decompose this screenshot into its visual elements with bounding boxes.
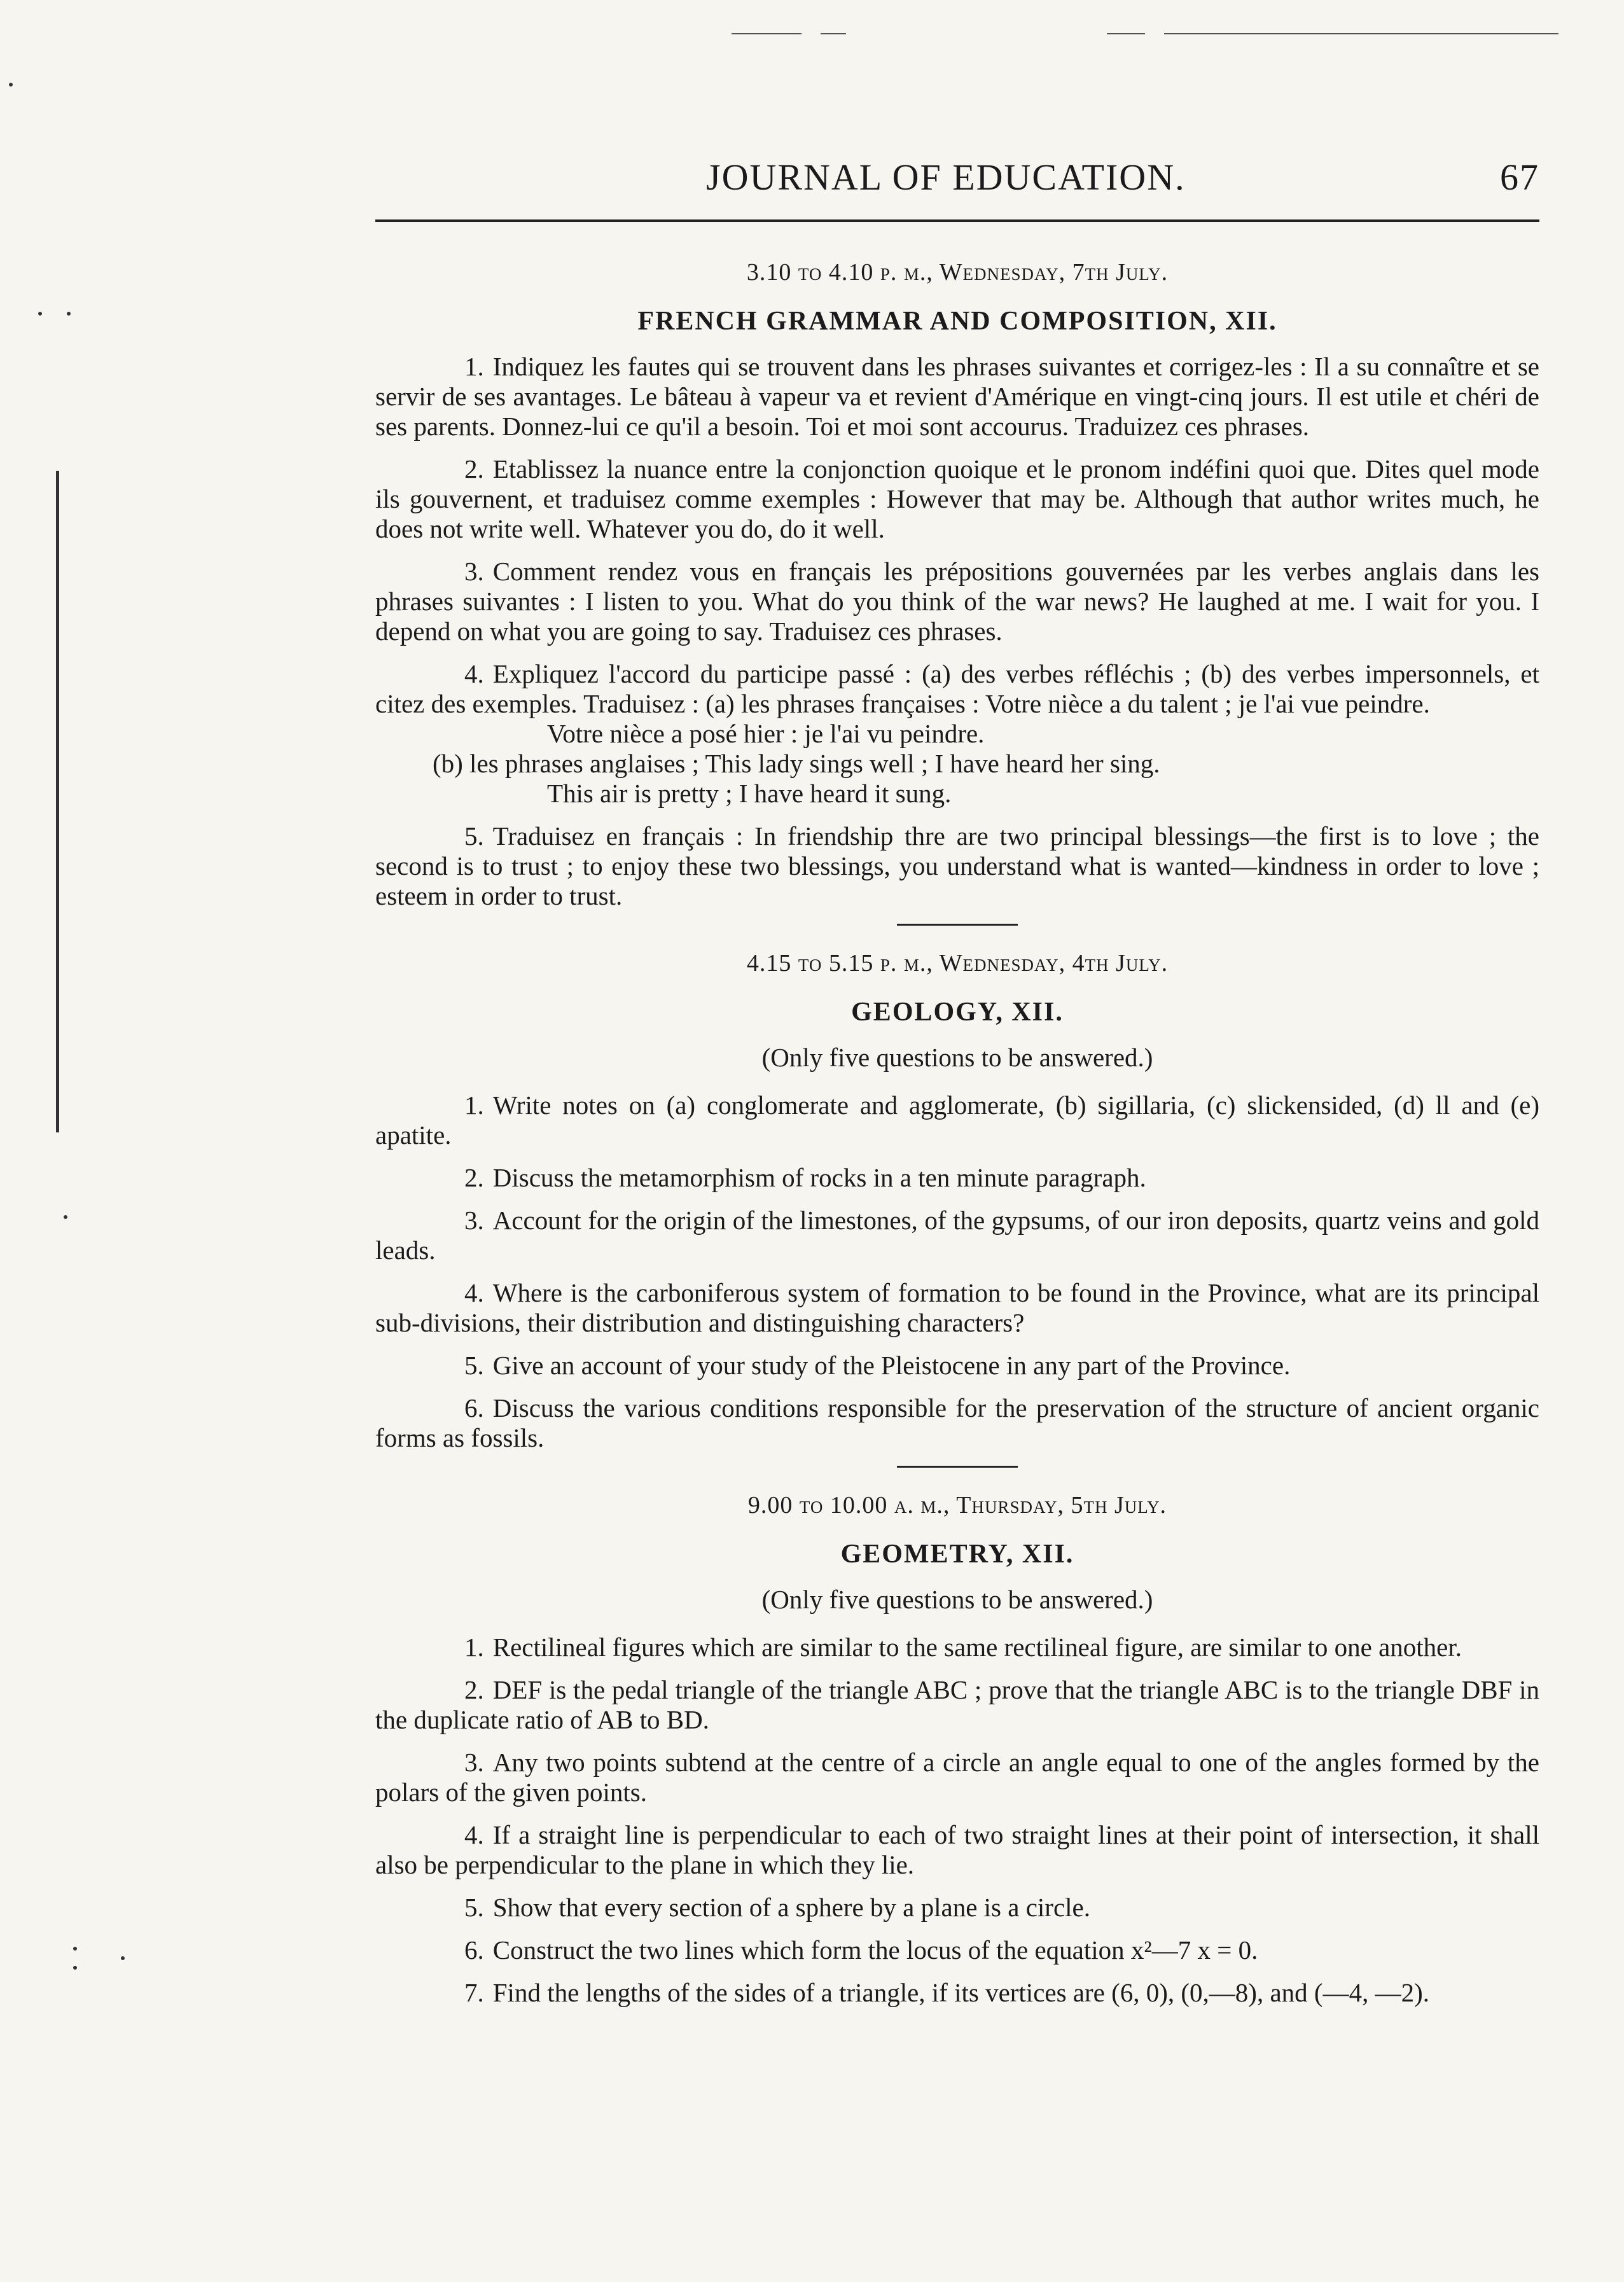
- example-line: This air is pretty ; I have heard it sung.: [547, 779, 952, 808]
- margin-speck: [73, 1947, 77, 1951]
- question-number: 3.: [464, 1748, 484, 1777]
- top-edge-mark: [1107, 33, 1145, 34]
- question: [375, 557, 1539, 646]
- example-line: Votre nièce a posé hier : je l'ai vu peindre.: [547, 719, 985, 748]
- question-text: Where is the carboniferous system of formation to be found in the Province, what are its principal sub-divisions, their distribution and distinguishing characters?: [375, 1278, 1539, 1337]
- question-number: 3.: [464, 1206, 484, 1235]
- subject-heading: GEOMETRY, XII.: [840, 1540, 1074, 1569]
- session-time: 3.10 to 4.10 p. m., Wednesday, 7th July.: [746, 259, 1169, 286]
- question: [375, 352, 1539, 442]
- journal-title: JOURNAL OF EDUCATION.: [706, 157, 1186, 198]
- question: [375, 1820, 1539, 1880]
- exam-content: [375, 258, 1539, 2021]
- question-text: DEF is the pedal triangle of the triangle ABC ; prove that the triangle ABC is to the triangle DBF in the duplicate ratio of AB to BD.: [375, 1675, 1539, 1734]
- question-text: Discuss the metamorphism of rocks in a ten minute paragraph.: [492, 1163, 1146, 1192]
- question: [375, 1278, 1539, 1338]
- section-divider: [897, 924, 1018, 926]
- subject-heading: FRENCH GRAMMAR AND COMPOSITION, XII.: [637, 307, 1277, 336]
- section-divider: [897, 1466, 1018, 1468]
- question-text: Comment rendez vous en français les prépositions gouvernées par les verbes anglais dans les phrases suivantes : I listen to you. What do you think of the war news? He laughed at me. I wait for you. I depend on what you are going to say. Traduisez ces phrases.: [375, 557, 1539, 646]
- question: [375, 1893, 1539, 1923]
- example-line: (b) les phrases anglaises ; This lady sings well ; I have heard her sing.: [433, 749, 1160, 778]
- question-text: Discuss the various conditions responsible for the preservation of the structure of ancient organic forms as fossils.: [375, 1393, 1539, 1452]
- question-number: 1.: [464, 1090, 484, 1120]
- margin-speck: [67, 312, 71, 316]
- question-text: Expliquez l'accord du participe passé : (a) des verbes réfléchis ; (b) des verbes impersonnels, et citez des exemples. Traduisez : (a) les phrases françaises : Votre nièce a du talent ; je l'ai vue peindre.: [375, 659, 1539, 718]
- question-number: 3.: [464, 557, 484, 586]
- question: [375, 454, 1539, 544]
- question: [375, 1935, 1539, 1965]
- section-french: [375, 258, 1539, 911]
- question: [375, 1748, 1539, 1807]
- question-number: 6.: [464, 1935, 484, 1965]
- question-text: Any two points subtend at the centre of a circle an angle equal to one of the angles formed by the polars of the given points.: [375, 1748, 1539, 1807]
- question-number: 4.: [464, 1820, 484, 1849]
- question-text: Write notes on (a) conglomerate and agglomerate, (b) sigillaria, (c) slickensided, (d) ll and (e) apatite.: [375, 1090, 1539, 1150]
- question-number: 5.: [464, 1893, 484, 1922]
- question-number: 6.: [464, 1393, 484, 1423]
- question-text: Indiquez les fautes qui se trouvent dans les phrases suivantes et corrigez-les : Il a su connaître et se servir de ses avantages. Le bâteau à vapeur va et revient d'Amérique en vingt-cinq jours. Il est utile et chéri de ses parents. Donnez-lui ce qu'il a besoin. Toi et moi sont accourus. Traduizez ces phrases.: [375, 352, 1539, 441]
- question-text: Find the lengths of the sides of a triangle, if its vertices are (6, 0), (0,—8), and (—4, —2).: [492, 1978, 1429, 2007]
- question: [375, 1090, 1539, 1150]
- question-text: Show that every section of a sphere by a plane is a circle.: [492, 1893, 1090, 1922]
- question-number: 2.: [464, 1163, 484, 1192]
- question: [375, 1393, 1539, 1453]
- question-text: Rectilineal figures which are similar to the same rectilineal figure, are similar to one another.: [492, 1632, 1462, 1662]
- header-rule: [375, 219, 1539, 222]
- question: [375, 659, 1539, 719]
- running-header: [375, 156, 1539, 198]
- question-text: Traduisez en français : In friendship thre are two principal blessings—the first is to love ; the second is to trust ; to enjoy these two blessings, you understand what is wanted—kindness in order to love ; esteem in order to trust.: [375, 821, 1539, 910]
- subject-heading: GEOLOGY, XII.: [851, 998, 1064, 1027]
- session-time: 9.00 to 10.00 a. m., Thursday, 5th July.: [747, 1492, 1167, 1519]
- margin-speck: [64, 1215, 67, 1219]
- top-edge-mark: [821, 33, 846, 34]
- question-number: 4.: [464, 659, 484, 688]
- question-text: Account for the origin of the limestones, of the gypsums, of our iron deposits, quartz veins and gold leads.: [375, 1206, 1539, 1265]
- margin-speck: [121, 1956, 125, 1960]
- question-text: If a straight line is perpendicular to each of two straight lines at their point of intersection, it shall also be perpendicular to the plane in which they lie.: [375, 1820, 1539, 1879]
- margin-mark: [56, 471, 59, 1132]
- question-number: 5.: [464, 821, 484, 851]
- section-geometry: [375, 1491, 1539, 2008]
- question: [375, 1206, 1539, 1265]
- question: [375, 1163, 1539, 1193]
- question: [375, 821, 1539, 911]
- margin-speck: [38, 312, 42, 316]
- question: [375, 1978, 1539, 2008]
- instructions: (Only five questions to be answered.): [761, 1043, 1153, 1072]
- question: [375, 1632, 1539, 1662]
- top-edge-mark: [1164, 33, 1558, 34]
- page-number: 67: [1500, 157, 1539, 198]
- margin-speck: [9, 83, 13, 87]
- margin-speck: [73, 1966, 77, 1970]
- question-text: Construct the two lines which form the locus of the equation x²—7 x = 0.: [492, 1935, 1258, 1965]
- question-number: 1.: [464, 352, 484, 381]
- question-number: 5.: [464, 1351, 484, 1380]
- instructions: (Only five questions to be answered.): [761, 1585, 1153, 1614]
- question-number: 2.: [464, 1675, 484, 1704]
- question-number: 7.: [464, 1978, 484, 2007]
- question: [375, 1351, 1539, 1381]
- question-text: Etablissez la nuance entre la conjonction quoique et le pronom indéfini quoi que. Dites quel mode ils gouvernent, et traduisez comme exemples : However that may be. Although that author writes much, he does not write well. Whatever you do, do it well.: [375, 454, 1539, 543]
- question-number: 2.: [464, 454, 484, 484]
- section-geology: [375, 949, 1539, 1453]
- question-text: Give an account of your study of the Pleistocene in any part of the Province.: [492, 1351, 1291, 1380]
- top-edge-mark: [732, 33, 802, 34]
- question-number: 4.: [464, 1278, 484, 1307]
- question-number: 1.: [464, 1632, 484, 1662]
- question: [375, 1675, 1539, 1735]
- session-time: 4.15 to 5.15 p. m., Wednesday, 4th July.: [746, 950, 1169, 977]
